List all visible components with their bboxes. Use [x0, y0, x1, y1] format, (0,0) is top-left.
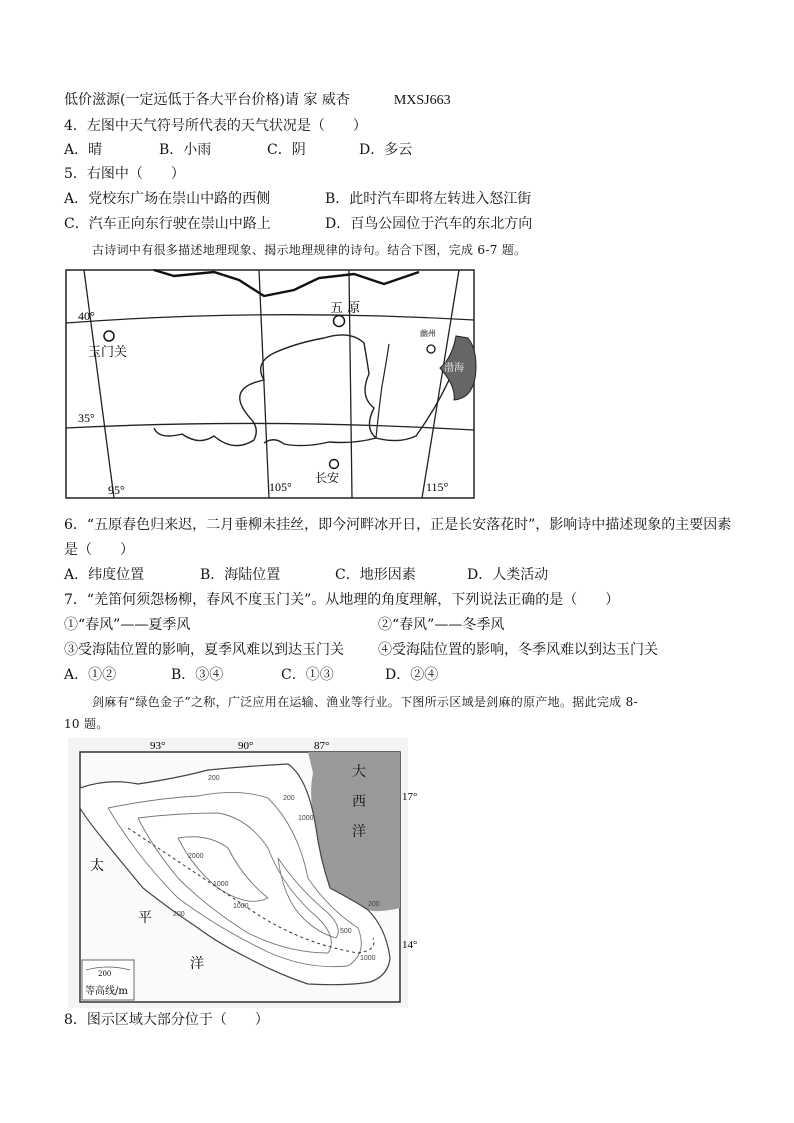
- place-youzhou: 幽州: [420, 329, 436, 338]
- atlantic-char-1: 大: [352, 764, 366, 780]
- place-wuyuan: 五 原: [330, 301, 361, 316]
- lon-label-95: 95°: [108, 483, 125, 497]
- yumenguan-marker: [104, 331, 114, 341]
- pacific-char-2: 平: [138, 910, 152, 926]
- q7-statements-row2: [64, 640, 658, 660]
- pacific-char-3: 洋: [190, 956, 204, 972]
- q7-option-b: B．③④: [171, 667, 224, 683]
- q4-option-d: D．多云: [359, 142, 413, 158]
- q5-options-row1: [64, 189, 531, 209]
- q6-option-d: D．人类活动: [467, 567, 549, 583]
- contour-label: 500: [340, 928, 352, 935]
- lon-label-87: 87°: [314, 740, 330, 752]
- q7-statement-1: ①“春风”——夏季风: [64, 617, 191, 633]
- q5-option-a: A．党校东广场在崇山中路的西侧: [64, 191, 271, 207]
- lon-label-115: 115°: [426, 480, 449, 494]
- q7-option-a: A．①②: [64, 667, 117, 683]
- contour-label: 200: [208, 775, 220, 782]
- map-agave-origin: [68, 738, 418, 1008]
- place-changan: 长安: [315, 471, 340, 485]
- q7-stem: 7．“羌笛何须怨杨柳，春风不度玉门关”。从地理的角度理解，下列说法正确的是（ ）: [64, 592, 620, 608]
- lon-label-93: 93°: [150, 740, 166, 752]
- q7-statement-2: ②“春风”——冬季风: [378, 617, 505, 633]
- contour-label: 1000: [298, 815, 314, 822]
- q6-option-a: A．纬度位置: [64, 567, 145, 583]
- contour-label: 1000: [360, 955, 376, 962]
- q5-stem: 5．右图中（ ）: [64, 166, 185, 182]
- q6-stem-line2: 是（ ）: [64, 542, 134, 558]
- lat-label-40: 40°: [78, 309, 95, 323]
- lat-label-17: 17°: [402, 791, 418, 803]
- lat-label-14: 14°: [402, 939, 418, 951]
- youzhou-marker: [427, 345, 435, 353]
- place-yumenguan: 玉门关: [88, 345, 128, 360]
- lon-label-90: 90°: [238, 740, 254, 752]
- atlantic-char-2: 西: [352, 794, 366, 810]
- pacific-char-1: 太: [90, 858, 104, 874]
- q5-option-d: D．百鸟公园位于汽车的东北方向: [325, 216, 533, 232]
- place-bohai: 渤海: [444, 363, 464, 374]
- q4-options: [64, 140, 412, 160]
- q6-option-c: C．地形因素: [335, 567, 416, 583]
- q7-statements-row1: [64, 615, 504, 635]
- q7-options: [64, 665, 438, 685]
- contour-label: 1000: [233, 903, 249, 910]
- map2-legend: [82, 960, 134, 1000]
- lon-label-105: 105°: [269, 480, 292, 494]
- q6-options: [64, 565, 548, 585]
- contour-label: 200: [173, 911, 185, 918]
- contour-label: 200: [283, 795, 295, 802]
- q7-statement-4: ④受海陆位置的影响，冬季风难以到达玉门关: [378, 642, 658, 658]
- map1-frame: [66, 270, 474, 498]
- q7-option-d: D．②④: [385, 667, 439, 683]
- q4-stem: 4．左图中天气符号所代表的天气状况是（ ）: [64, 118, 367, 134]
- contour-label: 200: [368, 901, 380, 908]
- q5-option-b: B．此时汽车即将左转进入怒江街: [325, 191, 532, 207]
- q6-option-b: B．海陆位置: [200, 567, 281, 583]
- q4-option-a: A．晴: [64, 142, 103, 158]
- wuyuan-marker: [334, 316, 345, 327]
- lat-label-35: 35°: [78, 411, 95, 425]
- q8-stem: 8．图示区域大部分位于（ ）: [64, 1012, 269, 1028]
- intro-8-10-line2: 10 题。: [64, 717, 109, 731]
- intro-8-10-line1: 剑麻有“绿色金子”之称，广泛应用在运输、渔业等行业。下图所示区域是剑麻的原产地。据此完成 8-: [92, 695, 638, 709]
- q7-statement-3: ③受海陆位置的影响，夏季风难以到达玉门关: [64, 642, 344, 658]
- header-text: 低价滋源(一定远低于各大平台价格)请 家 威杏: [64, 92, 350, 108]
- q6-stem-line1: 6．“五原春色归来迟，二月垂柳未挂丝，即今河畔冰开日，正是长安落花时”，影响诗中描述现象的主要因素: [64, 517, 732, 533]
- q4-option-c: C．阴: [267, 142, 306, 158]
- changan-marker: [330, 460, 339, 469]
- legend-label: 等高线/m: [85, 986, 128, 997]
- map-china-poetry: [64, 268, 478, 502]
- q4-option-b: B．小雨: [159, 142, 212, 158]
- atlantic-char-3: 洋: [352, 824, 366, 840]
- q5-option-c: C．汽车正向东行驶在崇山中路上: [64, 216, 271, 232]
- contour-label: 2000: [188, 853, 204, 860]
- header-line: [64, 90, 451, 111]
- q7-option-c: C．①③: [281, 667, 334, 683]
- contour-label: 1000: [213, 881, 229, 888]
- intro-6-7: 古诗词中有很多描述地理现象、揭示地理规律的诗句。结合下图，完成 6-7 题。: [92, 243, 527, 257]
- q5-options-row2: [64, 214, 532, 234]
- doc-code: MXSJ663: [393, 93, 451, 108]
- legend-contour-value: 200: [98, 970, 112, 978]
